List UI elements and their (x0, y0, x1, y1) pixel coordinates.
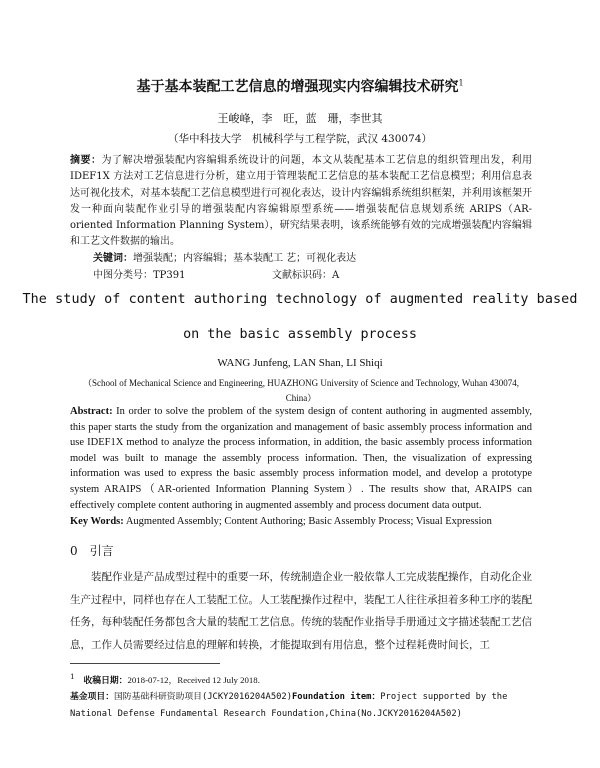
footnote-received (70, 672, 260, 686)
document-code: 文献标识码：A (272, 270, 340, 281)
keywords-cn-label: 关键词： (93, 253, 133, 264)
footnote1-marker: 1 (70, 672, 75, 681)
section-heading: 0 引言 (70, 544, 114, 558)
footnote2-text-cn: 国防基础科研资助项目(JCKY2016204A502) (114, 692, 293, 702)
footnote-foundation (70, 689, 540, 723)
keywords-en-text: Augmented Assembly; Content Authoring; Basic Assembly Process; Visual Expression (125, 516, 492, 527)
footnote1-text: 2018-07-12，Received 12 July 2018. (127, 674, 260, 685)
footnote2-label: 基金项目： (70, 692, 114, 702)
title-en-line1: The study of content authoring technology of augmented reality based (22, 292, 578, 307)
title-en-line2: on the basic assembly process (183, 327, 417, 342)
keywords-en (70, 516, 492, 527)
footnote-divider (70, 663, 220, 664)
intro-paragraph: 装配作业是产品成型过程中的重要一环，传统制造企业一般依靠人工完成装配操作，自动化企业生产过程中，同样也存在人工装配工位。人工装配操作过程中，装配工人往往承担着多种工序的装配任务，每种装配任务都包含大量的装配工艺信息。传统的装配作业指导手册通过文字描述装配工艺信息，工作人员需要经过信息的理解和转换，才能提取到有用信息，整个过程耗费时间长，工 (70, 571, 532, 651)
title-cn-text: 基于基本装配工艺信息的增强现实内容编辑技术研究 (136, 79, 459, 95)
keywords-cn-text: 增强装配；内容编辑；基本装配工 艺；可视化表达 (133, 253, 357, 264)
title-cn (0, 76, 600, 96)
authors-en: WANG Junfeng, LAN Shan, LI Shiqi (217, 357, 383, 369)
abstract-en-label: Abstract: (70, 406, 113, 417)
affiliation-cn: （华中科技大学 机械科学与工程学院，武汉 430074） (168, 133, 432, 145)
keywords-cn (93, 249, 356, 264)
footnote2-text-en: Project supported by the National Defense Fundamental Research Foundation,China(No.JCKY2016204A502) (70, 692, 508, 719)
footnote1-label: 收稿日期： (83, 675, 128, 686)
keywords-en-label: Key Words: (70, 516, 124, 527)
affiliation-en: （School of Mechanical Science and Engineering, HUAZHONG University of Science and Technology, Wuhan 430074, China） (83, 378, 519, 403)
classification-code: 中图分类号：TP391 (93, 270, 186, 281)
abstract-cn-text: 为了解决增强装配内容编辑系统设计的问题，本文从装配基本工艺信息的组织管理出发，利用 IDEF1X 方法对工艺信息进行分析，建立用于管理装配工艺信息的基本装配工艺信息模型；利用信息表达可视化技术，对基本装配工艺信息模型进行可视化表达，设计内容编辑系统组织框架，并利用该框架开发一种面向装配作业引导的增强装配内容编辑原型系统——增强装配信息规划系统 ARIPS（AR-oriented Information Planning System），研究结果表明，该系统能够有效的完成增强装配内容编辑和工艺文件数据的输出。 (70, 155, 533, 248)
abstract-cn-label: 摘要： (70, 155, 102, 166)
abstract-en-text: In order to solve the problem of the system design of content authoring in augmented assembly, this paper starts the study from the organization and management of basic assembly process information and use IDEF1X method to analyze the process information, in addition, the basic assembly process information model was built to manage the assembly process information. Then, the visualization of expressing information was used to express the basic assembly process information model, and develop a prototype system ARAIPS（AR-oriented Information Planning System）. The results show that, ARAIPS can effectively complete content authoring in augmented assembly and process document data output. (70, 406, 533, 511)
abstract-cn (70, 153, 532, 251)
title-footnote-marker: 1 (458, 78, 464, 88)
abstract-en (70, 404, 532, 513)
footnote2-label-en: Foundation item： (292, 692, 381, 702)
authors-cn: 王峻峰，李 旺，蓝 珊，李世其 (217, 112, 383, 125)
